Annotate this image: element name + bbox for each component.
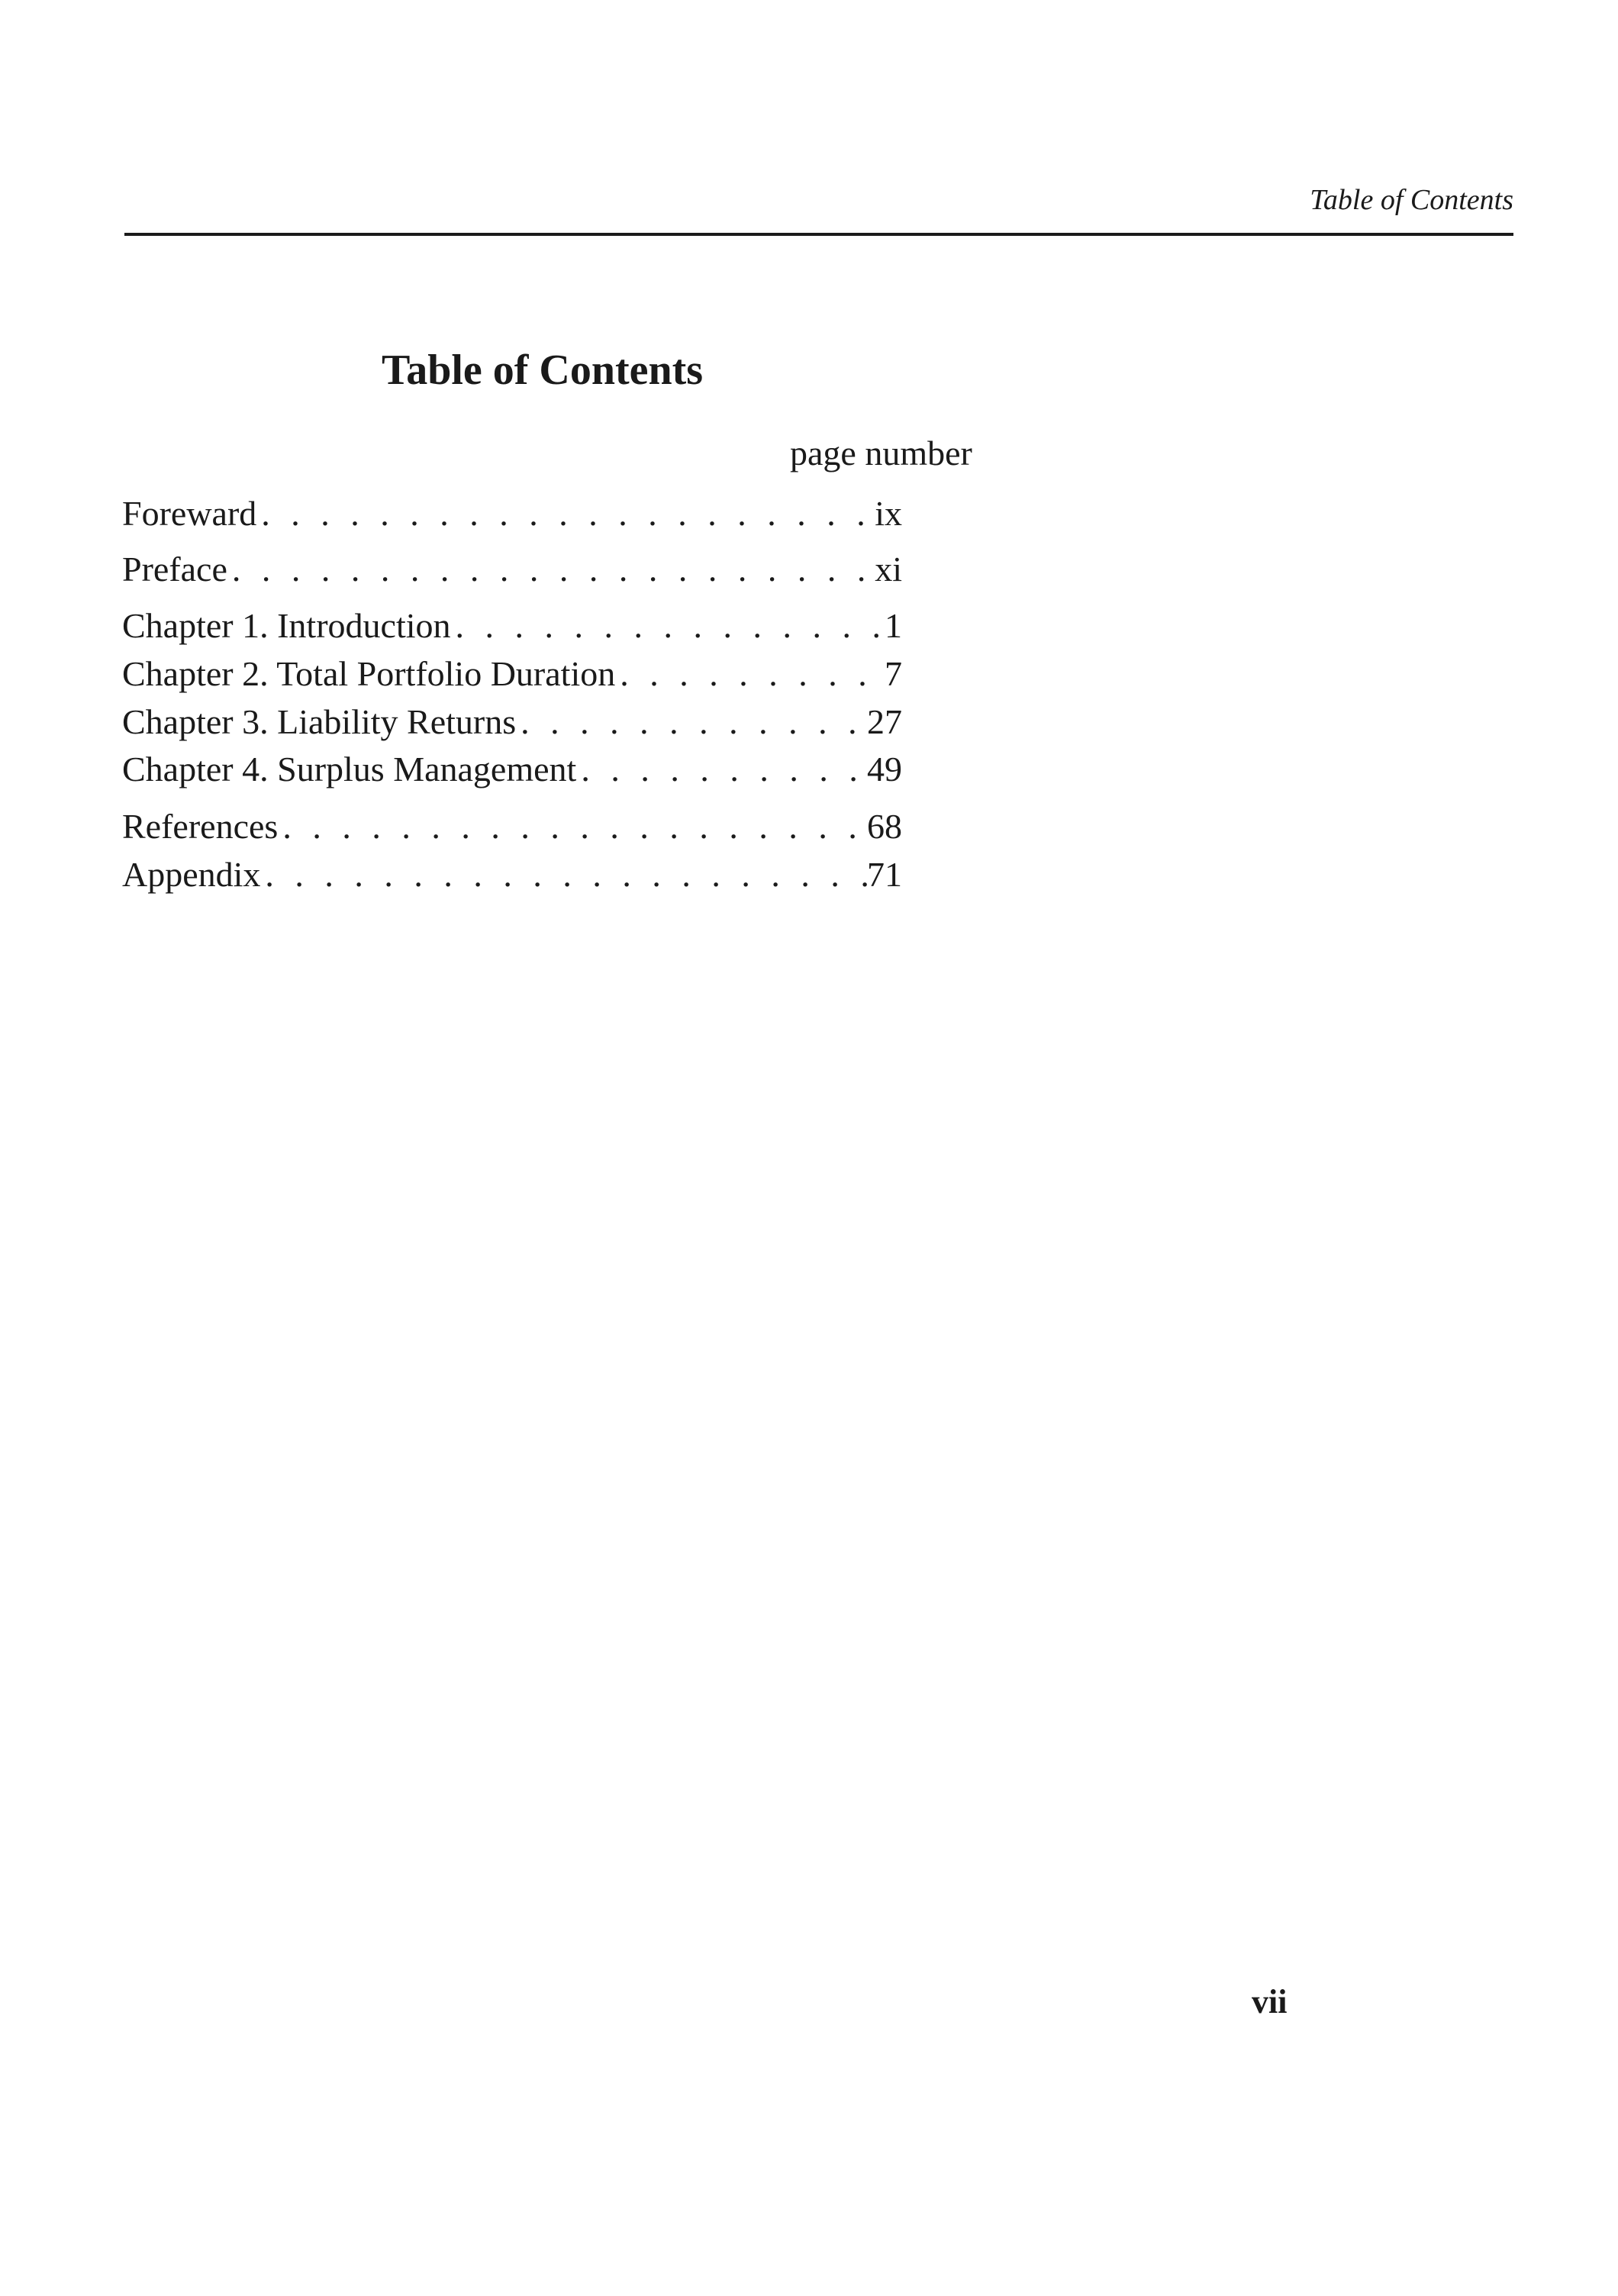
toc-entry-page: 1 bbox=[885, 606, 902, 645]
dot-leader bbox=[260, 857, 867, 892]
toc-entry-label: Appendix bbox=[122, 855, 261, 894]
page-number-column-header: page number bbox=[790, 434, 972, 472]
toc-entry-label: Chapter 2. Total Portfolio Duration bbox=[122, 654, 616, 693]
dot-leader bbox=[227, 552, 875, 587]
toc-entry-chapter-2[interactable] bbox=[122, 656, 902, 692]
toc-entry-chapter-1[interactable] bbox=[122, 608, 902, 643]
toc-entry-label: Chapter 3. Liability Returns bbox=[122, 702, 517, 741]
toc-entry-label: Foreward bbox=[122, 494, 257, 533]
toc-entry-page: 71 bbox=[867, 855, 902, 894]
toc-entry-label: References bbox=[122, 807, 279, 846]
toc-entry-page: 49 bbox=[867, 750, 902, 788]
toc-entry-references[interactable] bbox=[122, 809, 902, 844]
dot-leader bbox=[576, 752, 867, 787]
toc-entry-foreward[interactable] bbox=[122, 496, 902, 531]
toc-entry-label: Chapter 1. Introduction bbox=[122, 606, 451, 645]
running-head: Table of Contents bbox=[1310, 184, 1513, 216]
folio-page-number: vii bbox=[1252, 1983, 1288, 2020]
toc-entry-page: ix bbox=[875, 494, 902, 533]
toc-entry-page: 27 bbox=[867, 702, 902, 741]
toc-entry-page: 68 bbox=[867, 807, 902, 846]
toc-entry-page: xi bbox=[875, 550, 902, 589]
toc-entry-chapter-4[interactable] bbox=[122, 752, 902, 787]
page-title: Table of Contents bbox=[382, 347, 704, 394]
dot-leader bbox=[256, 496, 875, 531]
dot-leader bbox=[615, 656, 885, 692]
toc-entry-label: Chapter 4. Surplus Management bbox=[122, 750, 577, 788]
dot-leader bbox=[516, 705, 867, 740]
toc-entry-label: Preface bbox=[122, 550, 227, 589]
dot-leader bbox=[278, 809, 867, 844]
header-rule bbox=[124, 233, 1513, 236]
toc-entry-appendix[interactable] bbox=[122, 857, 902, 892]
toc-entry-preface[interactable] bbox=[122, 552, 902, 587]
dot-leader bbox=[451, 608, 885, 643]
toc-entry-page: 7 bbox=[885, 654, 902, 693]
toc-entry-chapter-3[interactable] bbox=[122, 702, 902, 741]
